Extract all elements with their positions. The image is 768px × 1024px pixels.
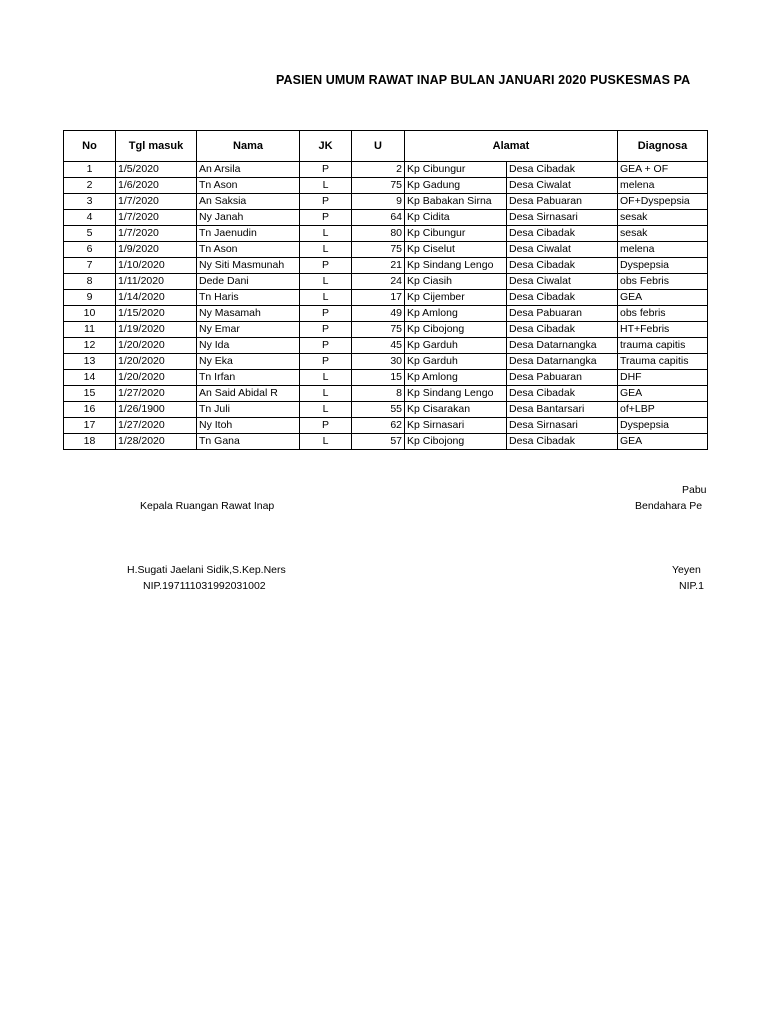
cell-alamat-kp: Kp Cijember [405, 290, 507, 306]
cell-jk: P [300, 418, 352, 434]
cell-nama: An Said Abidal R [197, 386, 300, 402]
cell-jk: P [300, 354, 352, 370]
patient-table [63, 130, 708, 450]
cell-alamat-kp: Kp Cisarakan [405, 402, 507, 418]
cell-diagnosa: Trauma capitis [618, 354, 708, 370]
table-row [64, 434, 708, 450]
cell-nama: Ny Eka [197, 354, 300, 370]
table-row [64, 194, 708, 210]
cell-nama: Tn Irfan [197, 370, 300, 386]
cell-nama: Tn Ason [197, 242, 300, 258]
cell-alamat-kp: Kp Cibojong [405, 434, 507, 450]
cell-tgl-masuk: 1/15/2020 [116, 306, 197, 322]
cell-nama: An Arsila [197, 162, 300, 178]
cell-alamat-desa: Desa Ciwalat [507, 178, 618, 194]
cell-tgl-masuk: 1/10/2020 [116, 258, 197, 274]
cell-alamat-kp: Kp Ciasih [405, 274, 507, 290]
cell-alamat-kp: Kp Sirnasari [405, 418, 507, 434]
cell-no: 9 [64, 290, 116, 306]
cell-alamat-kp: Kp Gadung [405, 178, 507, 194]
cell-u: 21 [352, 258, 405, 274]
cell-alamat-desa: Desa Pabuaran [507, 306, 618, 322]
cell-diagnosa: trauma capitis [618, 338, 708, 354]
cell-u: 9 [352, 194, 405, 210]
cell-u: 30 [352, 354, 405, 370]
cell-nama: An Saksia [197, 194, 300, 210]
cell-no: 1 [64, 162, 116, 178]
cell-diagnosa: GEA [618, 434, 708, 450]
table-row [64, 258, 708, 274]
cell-jk: L [300, 402, 352, 418]
cell-no: 13 [64, 354, 116, 370]
cell-nama: Ny Siti Masmunah [197, 258, 300, 274]
cell-diagnosa: melena [618, 178, 708, 194]
cell-jk: L [300, 290, 352, 306]
table-row [64, 290, 708, 306]
table-header-row [64, 131, 708, 162]
cell-alamat-kp: Kp Ciselut [405, 242, 507, 258]
cell-nama: Tn Gana [197, 434, 300, 450]
table-row [64, 242, 708, 258]
cell-diagnosa: GEA + OF [618, 162, 708, 178]
cell-alamat-kp: Kp Cibojong [405, 322, 507, 338]
cell-diagnosa: GEA [618, 290, 708, 306]
cell-alamat-desa: Desa Cibadak [507, 290, 618, 306]
cell-alamat-kp: Kp Sindang Lengo [405, 386, 507, 402]
cell-tgl-masuk: 1/7/2020 [116, 210, 197, 226]
cell-jk: P [300, 338, 352, 354]
cell-jk: L [300, 386, 352, 402]
cell-jk: P [300, 258, 352, 274]
cell-jk: L [300, 274, 352, 290]
cell-nama: Ny Ida [197, 338, 300, 354]
right-signature-place: Pabu [682, 484, 707, 496]
column-header-nama: Nama [197, 131, 300, 162]
cell-tgl-masuk: 1/20/2020 [116, 370, 197, 386]
cell-jk: P [300, 322, 352, 338]
table-row [64, 386, 708, 402]
cell-u: 55 [352, 402, 405, 418]
cell-no: 16 [64, 402, 116, 418]
cell-alamat-desa: Desa Cibadak [507, 226, 618, 242]
cell-alamat-kp: Kp Cibungur [405, 162, 507, 178]
column-header-jk: JK [300, 131, 352, 162]
cell-tgl-masuk: 1/11/2020 [116, 274, 197, 290]
cell-tgl-masuk: 1/27/2020 [116, 386, 197, 402]
cell-tgl-masuk: 1/7/2020 [116, 226, 197, 242]
table-row [64, 306, 708, 322]
page-title: PASIEN UMUM RAWAT INAP BULAN JANUARI 2020 PUSKESMAS PA [276, 73, 691, 87]
cell-jk: P [300, 194, 352, 210]
cell-u: 2 [352, 162, 405, 178]
cell-alamat-desa: Desa Sirnasari [507, 210, 618, 226]
cell-jk: L [300, 226, 352, 242]
cell-u: 17 [352, 290, 405, 306]
cell-no: 3 [64, 194, 116, 210]
cell-jk: L [300, 242, 352, 258]
cell-tgl-masuk: 1/26/1900 [116, 402, 197, 418]
left-signature-name: H.Sugati Jaelani Sidik,S.Kep.Ners [127, 564, 286, 576]
cell-no: 4 [64, 210, 116, 226]
cell-u: 64 [352, 210, 405, 226]
cell-tgl-masuk: 1/28/2020 [116, 434, 197, 450]
cell-alamat-desa: Desa Sirnasari [507, 418, 618, 434]
cell-diagnosa: melena [618, 242, 708, 258]
column-header-diagnosa: Diagnosa [618, 131, 708, 162]
cell-u: 57 [352, 434, 405, 450]
cell-u: 75 [352, 322, 405, 338]
cell-jk: L [300, 178, 352, 194]
cell-no: 14 [64, 370, 116, 386]
cell-no: 6 [64, 242, 116, 258]
cell-alamat-desa: Desa Datarnangka [507, 354, 618, 370]
column-header-alamat: Alamat [405, 131, 618, 162]
cell-alamat-desa: Desa Bantarsari [507, 402, 618, 418]
cell-tgl-masuk: 1/27/2020 [116, 418, 197, 434]
cell-tgl-masuk: 1/6/2020 [116, 178, 197, 194]
cell-diagnosa: obs Febris [618, 274, 708, 290]
cell-diagnosa: Dyspepsia [618, 258, 708, 274]
cell-alamat-desa: Desa Cibadak [507, 434, 618, 450]
cell-nama: Tn Haris [197, 290, 300, 306]
cell-nama: Dede Dani [197, 274, 300, 290]
cell-u: 8 [352, 386, 405, 402]
cell-no: 15 [64, 386, 116, 402]
cell-no: 2 [64, 178, 116, 194]
cell-jk: L [300, 434, 352, 450]
cell-alamat-kp: Kp Garduh [405, 338, 507, 354]
cell-u: 75 [352, 242, 405, 258]
cell-u: 24 [352, 274, 405, 290]
cell-u: 80 [352, 226, 405, 242]
cell-alamat-desa: Desa Cibadak [507, 386, 618, 402]
cell-no: 17 [64, 418, 116, 434]
right-signature-nip: NIP.1 [679, 580, 704, 592]
cell-jk: P [300, 306, 352, 322]
cell-diagnosa: sesak [618, 210, 708, 226]
table-row [64, 354, 708, 370]
cell-alamat-desa: Desa Cibadak [507, 322, 618, 338]
cell-nama: Tn Ason [197, 178, 300, 194]
cell-jk: L [300, 370, 352, 386]
cell-alamat-desa: Desa Pabuaran [507, 194, 618, 210]
cell-alamat-kp: Kp Amlong [405, 306, 507, 322]
table-row [64, 338, 708, 354]
right-signature-name: Yeyen [672, 564, 701, 576]
cell-alamat-kp: Kp Amlong [405, 370, 507, 386]
cell-diagnosa: HT+Febris [618, 322, 708, 338]
cell-tgl-masuk: 1/7/2020 [116, 194, 197, 210]
cell-jk: P [300, 210, 352, 226]
cell-no: 11 [64, 322, 116, 338]
cell-tgl-masuk: 1/5/2020 [116, 162, 197, 178]
cell-nama: Ny Emar [197, 322, 300, 338]
cell-alamat-desa: Desa Ciwalat [507, 274, 618, 290]
table-row [64, 370, 708, 386]
column-header-tgl-masuk: Tgl masuk [116, 131, 197, 162]
table-row [64, 226, 708, 242]
cell-alamat-desa: Desa Cibadak [507, 258, 618, 274]
table-row [64, 402, 708, 418]
column-header-u: U [352, 131, 405, 162]
cell-tgl-masuk: 1/19/2020 [116, 322, 197, 338]
cell-nama: Tn Juli [197, 402, 300, 418]
cell-u: 15 [352, 370, 405, 386]
cell-u: 75 [352, 178, 405, 194]
cell-tgl-masuk: 1/20/2020 [116, 354, 197, 370]
cell-nama: Ny Masamah [197, 306, 300, 322]
column-header-no: No [64, 131, 116, 162]
cell-no: 12 [64, 338, 116, 354]
cell-diagnosa: Dyspepsia [618, 418, 708, 434]
cell-nama: Ny Itoh [197, 418, 300, 434]
cell-no: 10 [64, 306, 116, 322]
cell-diagnosa: OF+Dyspepsia [618, 194, 708, 210]
left-signature-role: Kepala Ruangan Rawat Inap [140, 500, 275, 512]
right-signature-role: Bendahara Pe [635, 500, 703, 512]
cell-tgl-masuk: 1/20/2020 [116, 338, 197, 354]
cell-nama: Tn Jaenudin [197, 226, 300, 242]
cell-no: 7 [64, 258, 116, 274]
cell-no: 18 [64, 434, 116, 450]
cell-diagnosa: sesak [618, 226, 708, 242]
cell-tgl-masuk: 1/9/2020 [116, 242, 197, 258]
cell-alamat-desa: Desa Ciwalat [507, 242, 618, 258]
cell-no: 5 [64, 226, 116, 242]
cell-alamat-kp: Kp Cidita [405, 210, 507, 226]
cell-diagnosa: DHF [618, 370, 708, 386]
table-row [64, 178, 708, 194]
cell-alamat-kp: Kp Babakan Sirna [405, 194, 507, 210]
cell-diagnosa: of+LBP [618, 402, 708, 418]
cell-alamat-kp: Kp Cibungur [405, 226, 507, 242]
cell-tgl-masuk: 1/14/2020 [116, 290, 197, 306]
cell-alamat-desa: Desa Pabuaran [507, 370, 618, 386]
cell-no: 8 [64, 274, 116, 290]
cell-u: 49 [352, 306, 405, 322]
cell-diagnosa: obs febris [618, 306, 708, 322]
cell-alamat-kp: Kp Garduh [405, 354, 507, 370]
table-row [64, 418, 708, 434]
table-row [64, 274, 708, 290]
cell-diagnosa: GEA [618, 386, 708, 402]
cell-alamat-desa: Desa Datarnangka [507, 338, 618, 354]
table-row [64, 162, 708, 178]
table-row [64, 322, 708, 338]
cell-jk: P [300, 162, 352, 178]
cell-nama: Ny Janah [197, 210, 300, 226]
table-row [64, 210, 708, 226]
table-body [64, 162, 708, 450]
cell-u: 62 [352, 418, 405, 434]
cell-u: 45 [352, 338, 405, 354]
cell-alamat-kp: Kp Sindang Lengo [405, 258, 507, 274]
left-signature-nip: NIP.197111031992031002 [143, 580, 266, 592]
cell-alamat-desa: Desa Cibadak [507, 162, 618, 178]
